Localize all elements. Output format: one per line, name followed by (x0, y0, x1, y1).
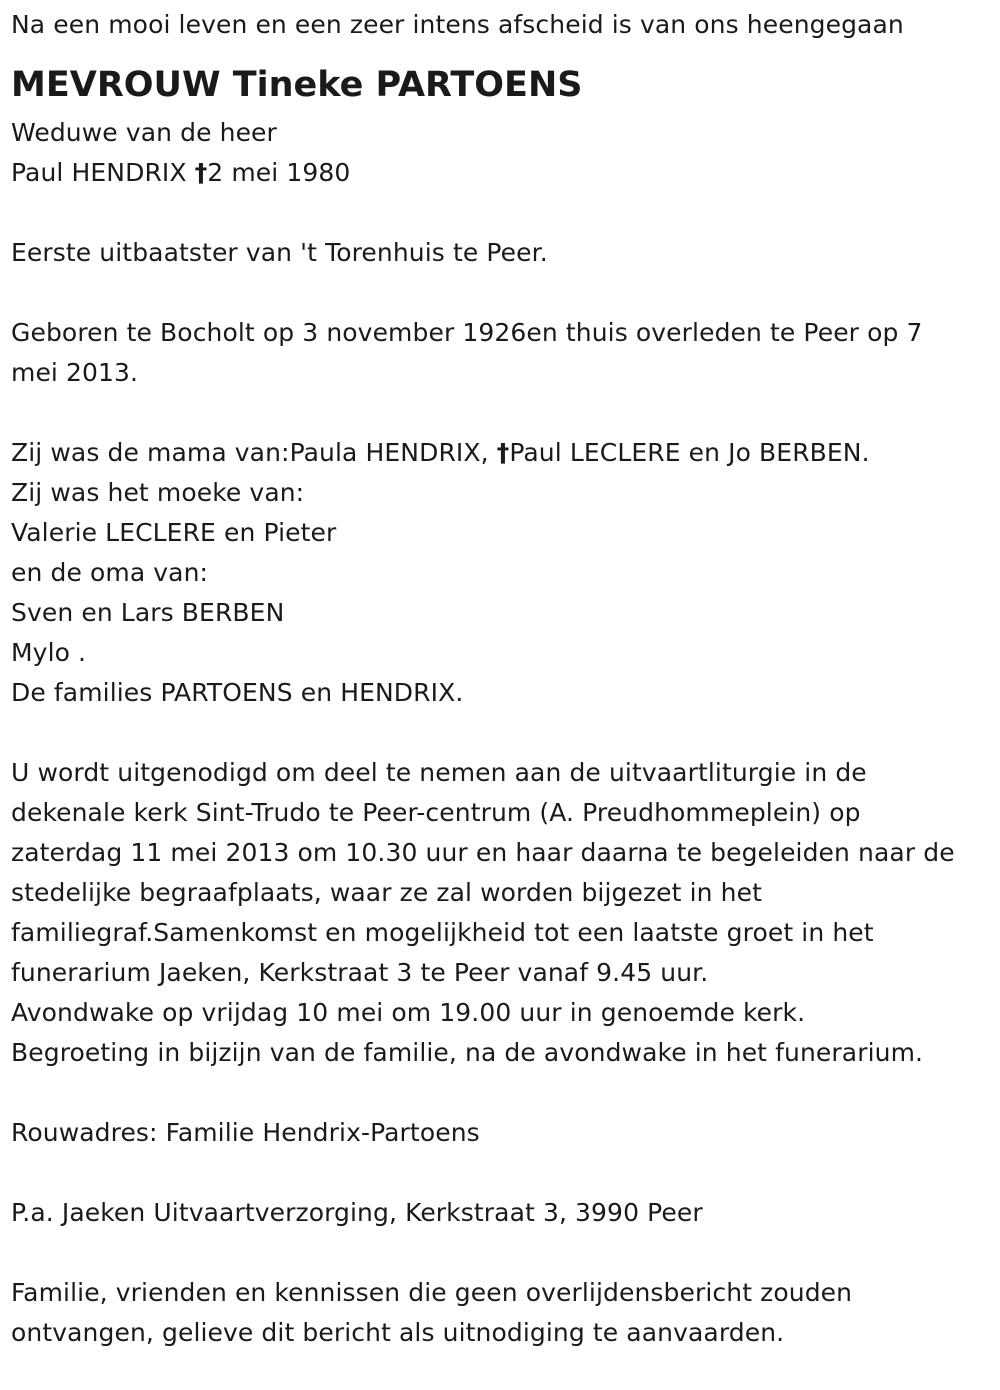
spacer (11, 713, 996, 753)
cross-icon: † (496, 438, 510, 467)
children-line (11, 433, 996, 473)
care-of-address: P.a. Jaeken Uitvaartverzorging, Kerkstraat 3, 3990 Peer (11, 1198, 703, 1227)
invitation-line: stedelijke begraafplaats, waar ze zal worden bijgezet in het (11, 878, 762, 907)
cross-icon: † (194, 158, 208, 187)
occupation-text: Eerste uitbaatster van 't Torenhuis te Peer. (11, 238, 548, 267)
family-line: en de oma van: (11, 558, 209, 587)
invitation-line: dekenale kerk Sint-Trudo te Peer-centrum (A. Preudhommeplein) op (11, 798, 861, 827)
invitation-line: Avondwake op vrijdag 10 mei om 19.00 uur in genoemde kerk. (11, 998, 806, 1027)
spacer (11, 1233, 996, 1273)
children-prefix: Zij was de mama van:Paula HENDRIX, (11, 438, 497, 467)
invitation-line: zaterdag 11 mei 2013 om 10.30 uur en haar daarna te begeleiden naar de (11, 838, 955, 867)
intro-text: Na een mooi leven en een zeer intens afscheid is van ons heengegaan (11, 10, 904, 39)
birth-death-line: Geboren te Bocholt op 3 november 1926en thuis overleden te Peer op 7 (11, 318, 923, 347)
spacer (11, 393, 996, 433)
deceased-name: MEVROUW Tineke PARTOENS (11, 65, 583, 105)
family-line: Sven en Lars BERBEN (11, 598, 285, 627)
obituary-notice (11, 5, 996, 1353)
spacer (11, 1153, 996, 1193)
husband-name: Paul HENDRIX (11, 158, 195, 187)
husband-death-date: 2 mei 1980 (207, 158, 351, 187)
family-line: De families PARTOENS en HENDRIX. (11, 678, 464, 707)
invitation-line: U wordt uitgenodigd om deel te nemen aan de uitvaartliturgie in de (11, 758, 867, 787)
spacer (11, 1073, 996, 1113)
closing-line: Familie, vrienden en kennissen die geen overlijdensbericht zouden (11, 1278, 853, 1307)
family-line: Zij was het moeke van: (11, 478, 305, 507)
invitation-line: Begroeting in bijzijn van de familie, na de avondwake in het funerarium. (11, 1038, 924, 1067)
mourning-address: Rouwadres: Familie Hendrix-Partoens (11, 1118, 480, 1147)
birth-death-line: mei 2013. (11, 358, 139, 387)
family-line: Mylo . (11, 638, 87, 667)
husband-line (11, 153, 996, 193)
invitation-line: familiegraf.Samenkomst en mogelijkheid tot een laatste groet in het (11, 918, 874, 947)
widow-of-text: Weduwe van de heer (11, 118, 277, 147)
children-suffix: Paul LECLERE en Jo BERBEN. (509, 438, 870, 467)
closing-line: ontvangen, gelieve dit bericht als uitnodiging te aanvaarden. (11, 1318, 785, 1347)
invitation-line: funerarium Jaeken, Kerkstraat 3 te Peer vanaf 9.45 uur. (11, 958, 709, 987)
spacer (11, 193, 996, 233)
spacer (11, 273, 996, 313)
family-line: Valerie LECLERE en Pieter (11, 518, 337, 547)
